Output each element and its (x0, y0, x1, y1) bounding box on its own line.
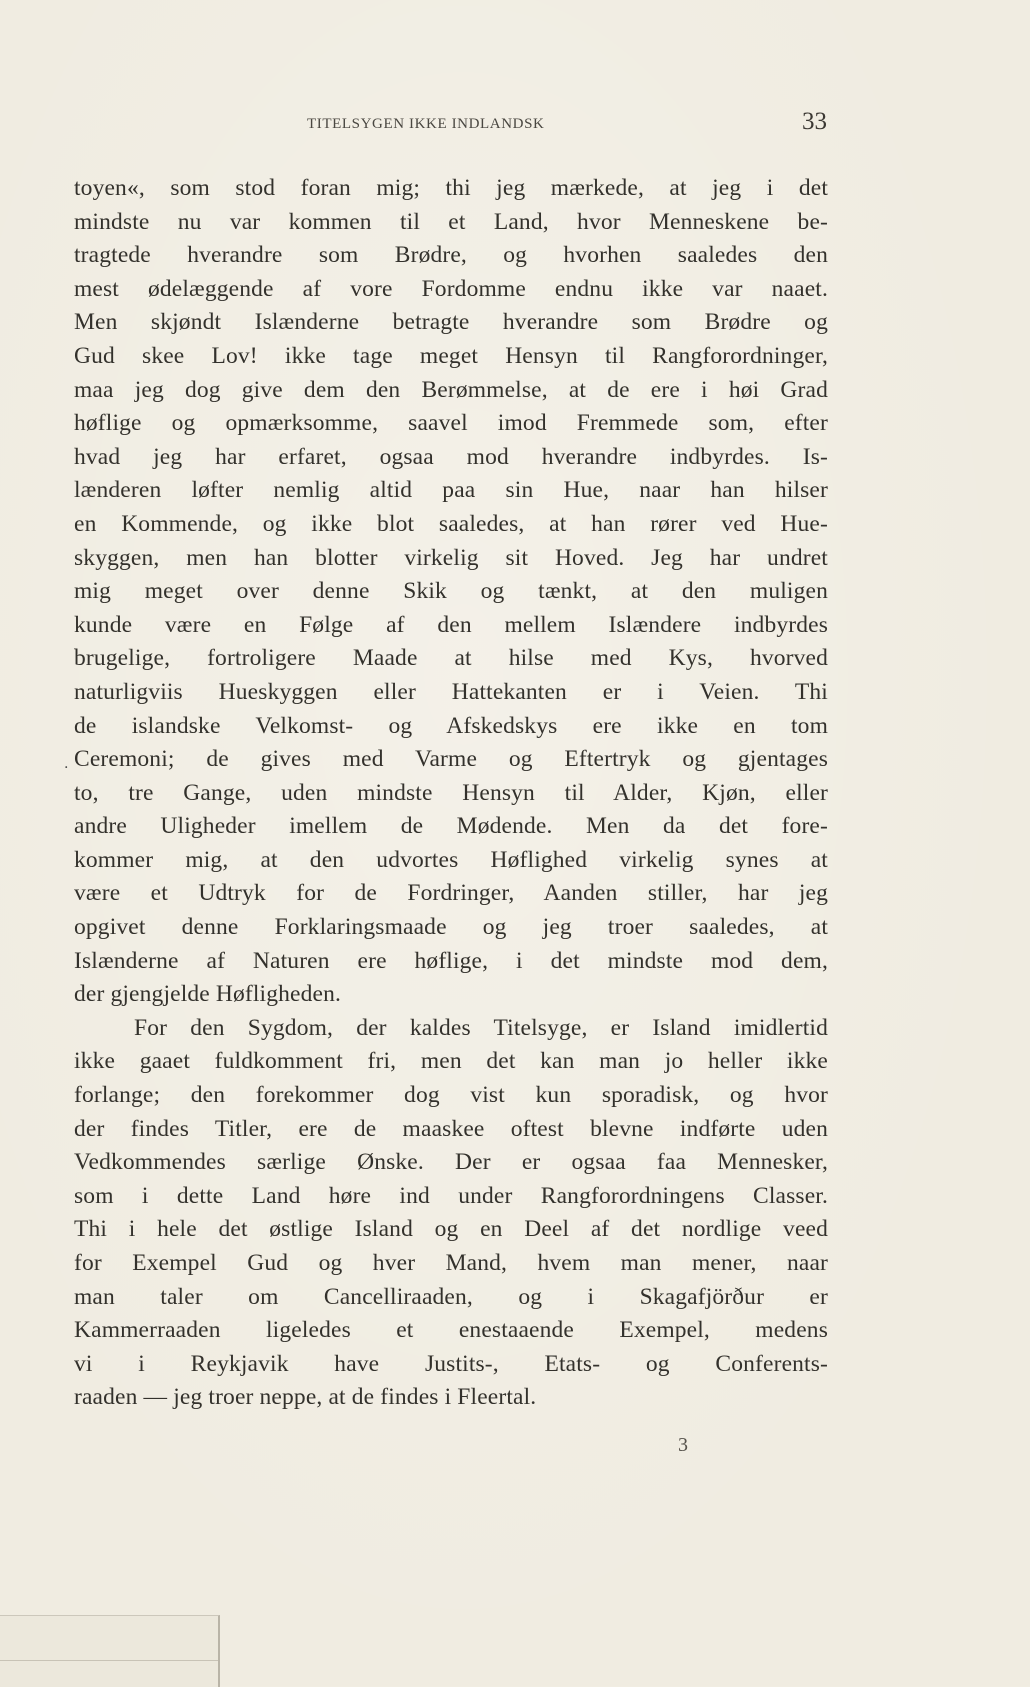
page-header (75, 108, 827, 140)
text-line: andre Uligheder imellem de Mødende. Men da det fore- (74, 813, 828, 840)
text-line: Ceremoni; de gives med Varme og Eftertryk og gjentages (74, 746, 828, 773)
text-line: naturligviis Hueskyggen eller Hattekanten er i Veien. Thi (74, 678, 828, 705)
text-line: maa jeg dog give dem den Berømmelse, at de ere i høi Grad (74, 376, 828, 403)
text-line: kunde være en Følge af den mellem Islændere indbyrdes (74, 611, 828, 638)
text-line: opgivet denne Forklaringsmaade og jeg troer saaledes, at (74, 914, 828, 941)
text-line: vi i Reykjavik have Justits-, Etats- og Conferents- (74, 1350, 828, 1377)
text-line: en Kommende, og ikke blot saaledes, at han rører ved Hue- (74, 510, 828, 537)
page-number: 33 (802, 108, 827, 135)
running-title: TITELSYGEN IKKE INDLANDSK (307, 116, 545, 132)
text-line: lænderen løfter nemlig altid paa sin Hue, naar han hilser (74, 477, 828, 504)
scan-edge-line (0, 1660, 218, 1661)
text-line: kommer mig, at den udvortes Høflighed virkelig synes at (74, 846, 828, 873)
text-line: Vedkommendes særlige Ønske. Der er ogsaa faa Mennesker, (74, 1149, 828, 1176)
paragraph-end-line: der gjengjelde Høfligheden. (74, 981, 342, 1008)
text-line: Men skjøndt Islænderne betragte hverandre som Brødre og (74, 309, 828, 336)
text-line: mindste nu var kommen til et Land, hvor Menneskene be- (74, 208, 828, 235)
signature-mark: 3 (678, 1434, 688, 1456)
text-line: toyen«, som stod foran mig; thi jeg mærkede, at jeg i det (74, 175, 828, 201)
text-line: Gud skee Lov! ikke tage meget Hensyn til Rangforordninger, (74, 342, 828, 369)
text-line: høflige og opmærksomme, saavel imod Fremmede som, efter (74, 410, 828, 437)
text-line: brugelige, fortroligere Maade at hilse med Kys, hvorved (74, 645, 828, 672)
text-line: Thi i hele det østlige Island og en Deel af det nordlige veed (74, 1216, 828, 1243)
text-line: ikke gaaet fuldkomment fri, men det kan man jo heller ikke (74, 1048, 828, 1075)
text-line: skyggen, men han blotter virkelig sit Hoved. Jeg har undret (74, 544, 828, 571)
text-line: Islænderne af Naturen ere høflige, i det mindste mod dem, (74, 947, 828, 974)
text-line: hvad jeg har erfaret, ogsaa mod hverandre indbyrdes. Is- (74, 443, 828, 470)
text-line: de islandske Velkomst- og Afskedskys ere ikke en tom (74, 712, 828, 739)
scan-edge-artifact (0, 1615, 220, 1687)
text-line: man taler om Cancelliraaden, og i Skagafjörður er (74, 1283, 828, 1310)
paragraph-start-line: For den Sygdom, der kaldes Titelsyge, er Island imidlertid (134, 1014, 828, 1041)
text-line: to, tre Gange, uden mindste Hensyn til Alder, Kjøn, eller (74, 779, 828, 806)
text-line: mig meget over denne Skik og tænkt, at den muligen (74, 578, 828, 605)
text-line: Kammerraaden ligeledes et enestaaende Exempel, medens (74, 1317, 828, 1344)
text-line: mest ødelæggende af vore Fordomme endnu ikke var naaet. (74, 275, 828, 302)
text-line: tragtede hverandre som Brødre, og hvorhen saaledes den (74, 242, 828, 269)
paragraph-end-line: raaden — jeg troer neppe, at de findes i Fleertal. (74, 1384, 537, 1411)
body-text (74, 172, 828, 1415)
margin-dot: . (64, 756, 69, 772)
text-line: der findes Titler, ere de maaskee oftest blevne indførte uden (74, 1115, 828, 1142)
text-line: være et Udtryk for de Fordringer, Aanden stiller, har jeg (74, 880, 828, 907)
text-line: forlange; den forekommer dog vist kun sporadisk, og hvor (74, 1082, 828, 1109)
text-line: for Exempel Gud og hver Mand, hvem man mener, naar (74, 1250, 828, 1276)
text-line: som i dette Land høre ind under Rangforordningens Classer. (74, 1182, 828, 1209)
